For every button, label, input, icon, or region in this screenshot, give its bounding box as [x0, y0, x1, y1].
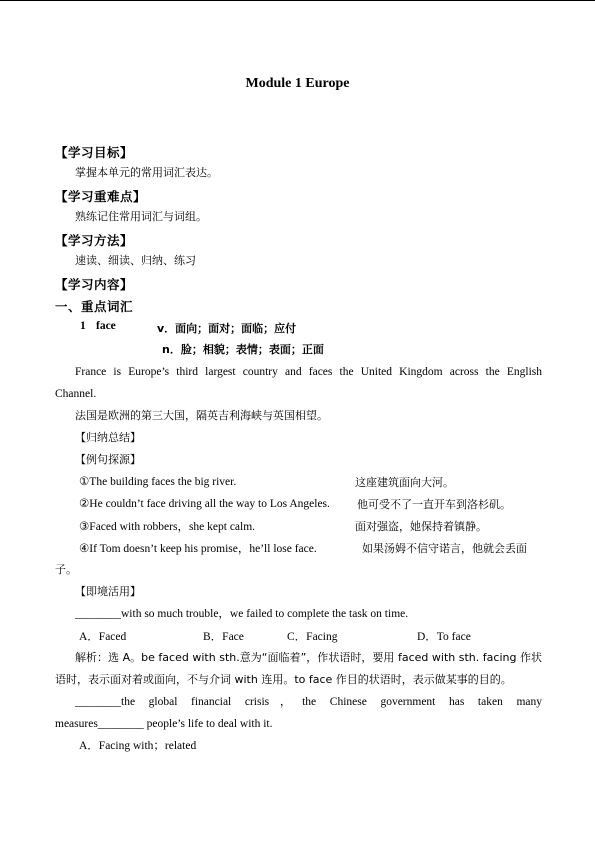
example-sentence-en-cont: Channel.	[55, 388, 97, 400]
method-heading: 【学习方法】	[55, 233, 134, 248]
question-2-option-a: A．Facing with；related	[79, 740, 197, 752]
option-a: A．Faced	[79, 631, 127, 643]
summary-label: 【归纳总结】	[75, 431, 141, 444]
analysis-text: 解析：选 A。be faced with sth.意为“面临着”，作状语时，要用 faced with sth. facing 作状	[75, 651, 542, 664]
example-en: ②He couldn’t face driving all the way to Los Angeles.	[79, 498, 330, 510]
example-cn: 这座建筑面向大河。	[355, 477, 454, 489]
vocab-number: 1	[80, 320, 86, 332]
example-sentence-en: France is Europe’s third largest country and faces the United Kingdom across the English	[75, 366, 542, 378]
example-row	[0, 496, 595, 512]
key-points-text: 熟练记住常用词汇与词组。	[75, 210, 207, 223]
section-heading-vocab: 一、重点词汇	[55, 299, 134, 314]
question-1-options	[0, 628, 595, 644]
example-en: ④If Tom doesn’t keep his promise，he’ll lose face.	[79, 543, 317, 555]
key-points-heading: 【学习重难点】	[55, 189, 147, 204]
question-2-cont: measures________ people’s life to deal with it.	[55, 718, 273, 730]
vocab-noun-definition: n．脸；相貌；表情；表面；正面	[162, 343, 324, 356]
example-cn: 如果汤姆不信守诺言，他就会丢面	[362, 543, 527, 555]
example-cn: 他可受不了一直开车到洛杉矶。	[357, 499, 511, 511]
practice-label: 【即境活用】	[75, 585, 141, 598]
option-d: D．To face	[417, 631, 471, 643]
page-title: Module 1 Europe	[245, 76, 350, 91]
example-en: ①The building faces the big river.	[79, 476, 237, 488]
method-text: 速读、细读、归纳、练习	[75, 254, 196, 267]
example-row	[0, 540, 595, 556]
vocab-word: face	[96, 320, 116, 332]
explore-label: 【例句探源】	[75, 453, 141, 466]
analysis-text-cont: 语时，表示面对着或面向，不与介词 with 连用。to face 作目的状语时，表示做某事的目的。	[55, 673, 512, 686]
goal-text: 掌握本单元的常用词汇表达。	[75, 166, 218, 179]
question-2: ________the global financial crisis，the Chinese government has taken many	[75, 696, 542, 708]
example-sentence-cn: 法国是欧洲的第三大国，隔英吉利海峡与英国相望。	[75, 409, 328, 422]
option-b: B．Face	[203, 631, 244, 643]
goal-heading: 【学习目标】	[55, 145, 134, 160]
vocab-entry	[0, 320, 595, 336]
vocab-verb-definition: v．面向；面对；面临；应付	[157, 322, 297, 335]
example-row	[0, 474, 595, 490]
option-c: C．Facing	[287, 631, 338, 643]
example-cn-wrap: 子。	[55, 563, 77, 576]
example-en: ③Faced with robbers，she kept calm.	[79, 521, 256, 533]
example-row	[0, 518, 595, 534]
question-1: ________with so much trouble，we failed to complete the task on time.	[75, 608, 409, 620]
example-cn: 面对强盗，她保持着镇静。	[355, 521, 487, 533]
content-heading: 【学习内容】	[55, 277, 134, 292]
